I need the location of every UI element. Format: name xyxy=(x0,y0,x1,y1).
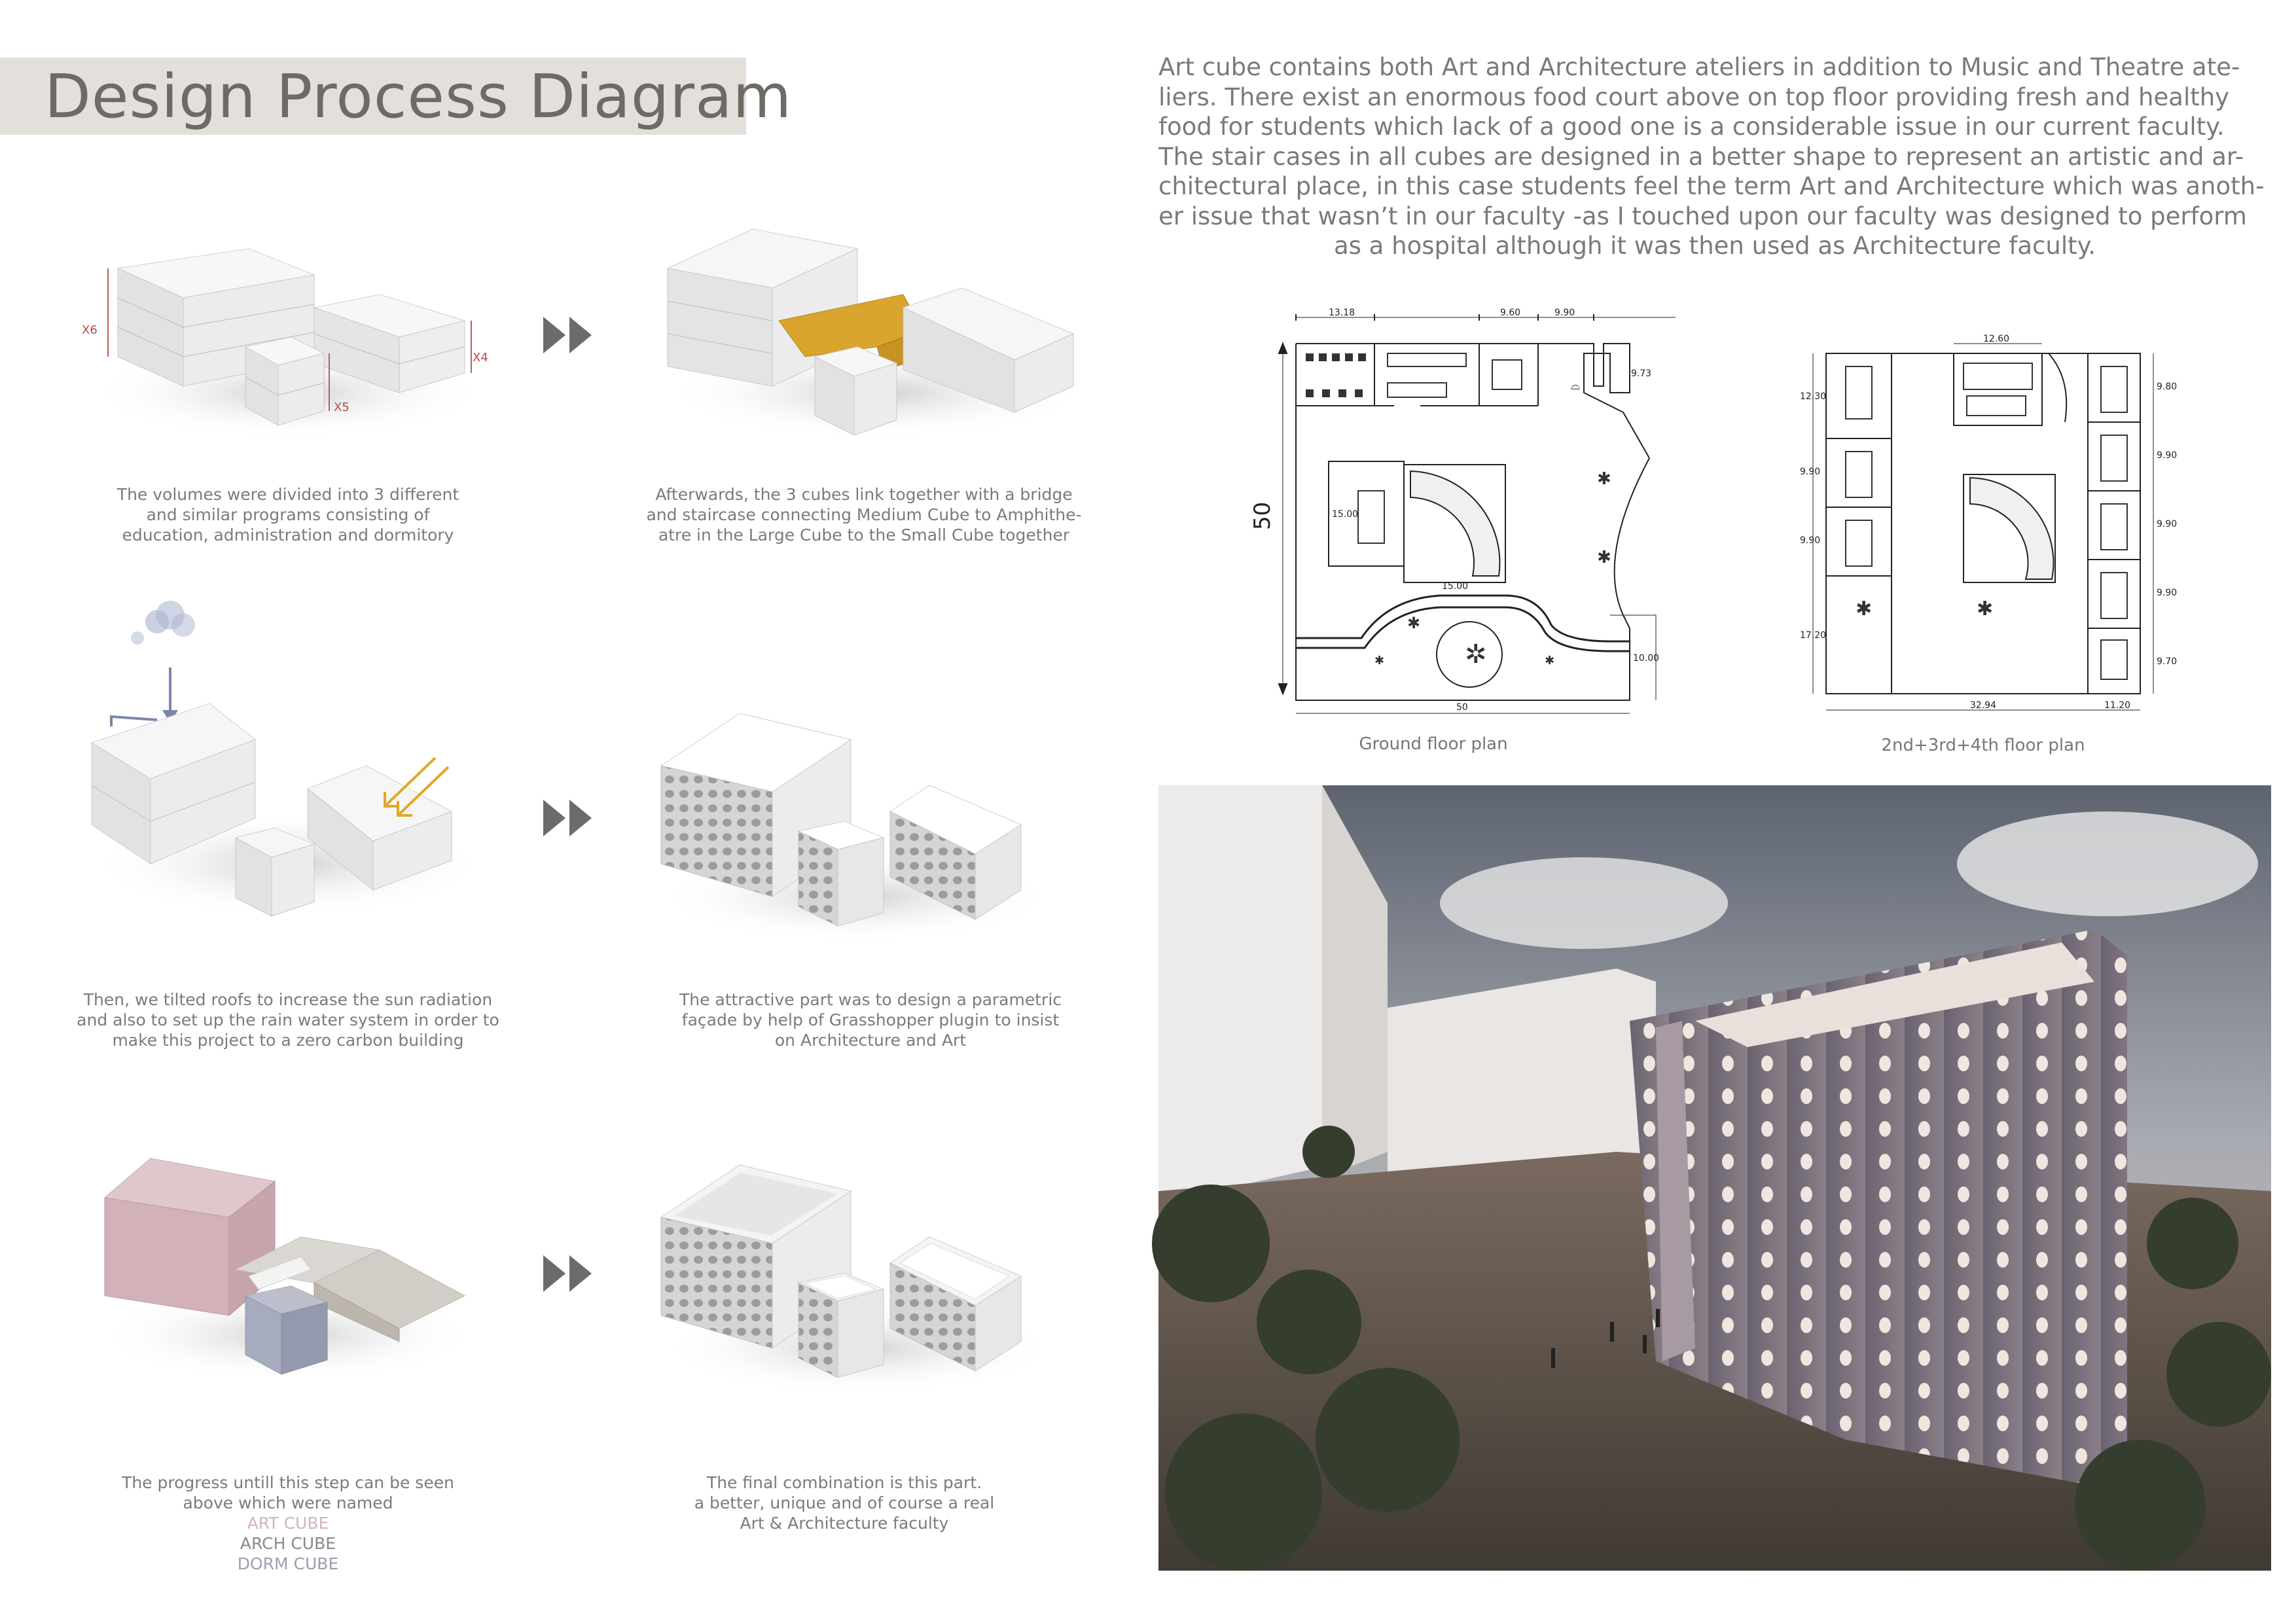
step1-volumes-diagram xyxy=(72,236,491,445)
dim: 17.20 xyxy=(1800,630,1827,641)
dim: 32.94 xyxy=(1970,700,1997,711)
caption-line: atre in the Large Cube to the Small Cube together xyxy=(658,526,1070,544)
page-title: Design Process Diagram xyxy=(45,62,793,132)
tree-icon: ✱ xyxy=(1597,469,1611,489)
double-chevron-right-icon xyxy=(543,317,596,353)
multiplier-medium: X4 xyxy=(473,351,488,365)
counter-icon: ⌓ xyxy=(1571,379,1581,393)
step6-caption xyxy=(641,1472,1047,1533)
step4-parametric-facade-diagram xyxy=(648,700,1054,949)
double-chevron-right-icon xyxy=(543,800,596,836)
upper-floor-plan xyxy=(1800,327,2178,733)
dim: 9.90 xyxy=(1800,535,1821,546)
dim: 12.30 xyxy=(1800,391,1827,402)
tree-icon: ✱ xyxy=(1407,614,1421,632)
tree-icon: ✱ xyxy=(1545,654,1555,668)
dim: 9.90 xyxy=(1554,308,1575,318)
dim: 12.60 xyxy=(1983,334,2010,344)
intro-paragraph xyxy=(1158,52,2271,261)
intro-line: as a hospital although it was then used as Architecture faculty. xyxy=(1333,232,2096,260)
dorm-cube-label: DORM CUBE xyxy=(237,1554,339,1573)
step1-caption xyxy=(85,484,491,545)
step2-caption xyxy=(628,484,1100,545)
dim: 50 xyxy=(1456,702,1468,713)
step5-caption xyxy=(85,1472,491,1574)
caption-line: and staircase connecting Medium Cube to Amphithe- xyxy=(646,505,1082,524)
caption-line: The progress untill this step can be seen xyxy=(122,1473,454,1492)
caption-line: The final combination is this part. xyxy=(706,1473,982,1492)
art-cube-label: ART CUBE xyxy=(247,1514,329,1533)
dim: 9.73 xyxy=(1631,368,1652,379)
intro-line: food for students which lack of a good one is a considerable issue in our current faculty. xyxy=(1158,113,2225,141)
tree-icon: ✲ xyxy=(1465,639,1487,669)
arch-cube-label: ARCH CUBE xyxy=(240,1534,336,1553)
intro-line: liers. There exist an enormous food court above on top floor providing fresh and healthy xyxy=(1158,82,2230,111)
caption-line: The attractive part was to design a parametric xyxy=(679,990,1062,1009)
tree-icon: ✱ xyxy=(1856,597,1873,620)
intro-line: The stair cases in all cubes are designed in a better shape to represent an artistic and ar- xyxy=(1158,142,2244,171)
multiplier-small: X5 xyxy=(334,401,350,414)
dim: 11.20 xyxy=(2104,700,2131,711)
dim: 9.70 xyxy=(2157,656,2178,667)
dim: 15.00 xyxy=(1442,581,1469,592)
caption-line: Afterwards, the 3 cubes link together with a bridge xyxy=(655,485,1073,504)
caption-line: Art & Architecture faculty xyxy=(740,1514,949,1533)
intro-line: er issue that wasn’t in our faculty -as I touched upon our faculty was designed to perform xyxy=(1158,202,2247,230)
building-render-image xyxy=(1158,785,2271,1571)
caption-line: The volumes were divided into 3 different xyxy=(117,485,459,504)
cloud-icon xyxy=(131,601,195,645)
tree-icon: ✱ xyxy=(1597,548,1611,567)
dim: 9.90 xyxy=(2157,450,2178,461)
step6-final-combination-diagram xyxy=(648,1152,1054,1400)
caption-line: and also to set up the rain water system in order to xyxy=(77,1010,499,1029)
dim: 50 xyxy=(1249,501,1276,530)
intro-line: chitectural place, in this case students feel the term Art and Architecture which was anoth- xyxy=(1158,172,2265,200)
dim: 9.90 xyxy=(2157,519,2178,529)
dim: 9.80 xyxy=(2157,382,2178,392)
dim: 15.00 xyxy=(1332,509,1359,520)
tree-icon: ✱ xyxy=(1374,654,1385,668)
dim: 9.90 xyxy=(1800,467,1821,477)
caption-line: and similar programs consisting of xyxy=(146,505,430,524)
intro-line: Art cube contains both Art and Architecture ateliers in addition to Music and Theatre ate- xyxy=(1158,53,2240,81)
caption-line: on Architecture and Art xyxy=(774,1031,967,1050)
ground-floor-plan-label: Ground floor plan xyxy=(1359,734,1508,754)
caption-line: façade by help of Grasshopper plugin to insist xyxy=(681,1010,1060,1029)
ground-floor-plan xyxy=(1249,308,1715,726)
double-chevron-right-icon xyxy=(543,1255,596,1292)
caption-line: a better, unique and of course a real xyxy=(694,1493,995,1512)
step3-tilted-roofs-diagram xyxy=(72,589,491,929)
step5-named-cubes-diagram xyxy=(85,1139,491,1387)
caption-line: make this project to a zero carbon building xyxy=(112,1031,464,1050)
tree-icon: ✱ xyxy=(1977,597,1994,620)
dim: 9.60 xyxy=(1500,308,1521,318)
caption-line: above which were named xyxy=(183,1493,393,1512)
upper-floor-plan-label: 2nd+3rd+4th floor plan xyxy=(1881,736,2085,755)
caption-line: Then, we tilted roofs to increase the sun radiation xyxy=(83,990,493,1009)
dim: 9.90 xyxy=(2157,588,2178,598)
dim: 13.18 xyxy=(1329,308,1355,318)
step2-linked-cubes-diagram xyxy=(648,216,1106,452)
step4-caption xyxy=(641,990,1100,1050)
multiplier-large: X6 xyxy=(82,323,98,337)
caption-line: education, administration and dormitory xyxy=(122,526,454,544)
dim: 10.00 xyxy=(1633,653,1660,664)
step3-caption xyxy=(72,990,504,1050)
